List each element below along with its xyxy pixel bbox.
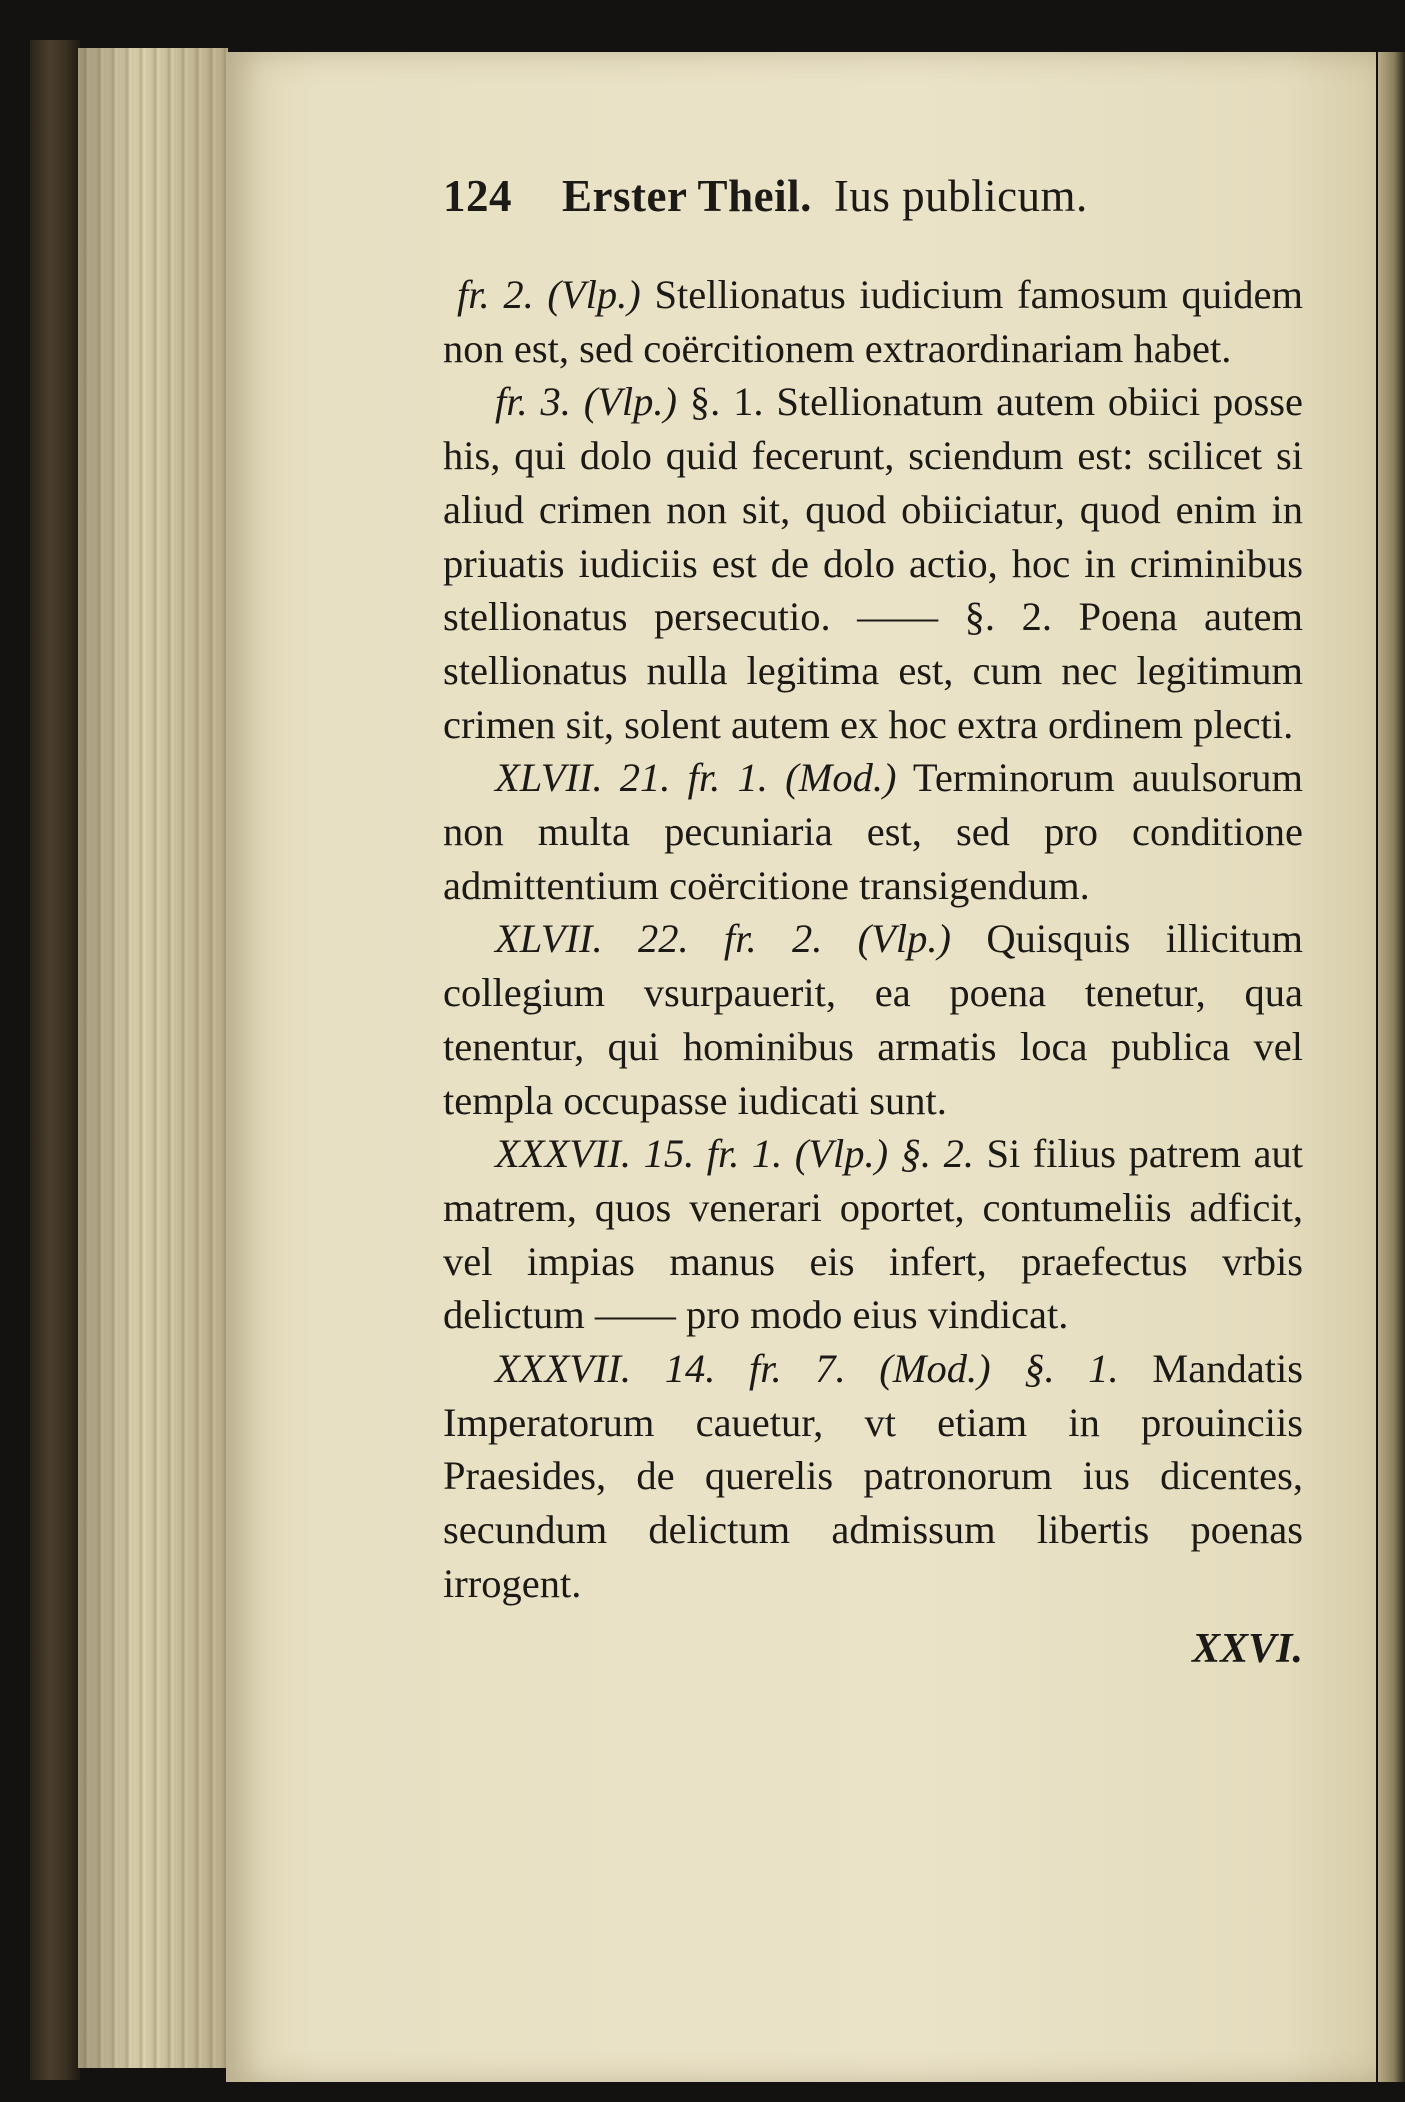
citation: XLVII. 22. fr. 2. (Vlp.) [495, 916, 952, 962]
paragraph-text: Terminorum auulsorum non multa pecuniaria est, sed pro conditione admittentium coërcitione transigendum. [443, 755, 1303, 908]
paragraph [443, 912, 1303, 1127]
paragraph [443, 1342, 1303, 1611]
header-part: Erster Theil. [562, 171, 812, 221]
citation: fr. 3. (Vlp.) [495, 379, 678, 425]
paragraph-text: Si filius patrem aut matrem, quos venerari oportet, contumeliis adficit, vel impias manus eis infert, praefectus vrbis delictum —— pro modo eius vindicat. [443, 1131, 1304, 1338]
citation: XXXVII. 15. fr. 1. (Vlp.) §. 2. [495, 1131, 974, 1177]
paragraph [443, 751, 1303, 912]
paragraph-text: Stellionatus iudicium famosum quidem non est, sed coërcitionem extraordinariam habet. [443, 272, 1303, 371]
paragraph-text: §. 1. Stellionatum autem obiici posse his, qui dolo quid fecerunt, sciendum est: scilicet si aliud crimen non sit, quod obiiciatur, quod enim in priuatis iudiciis est de dolo actio, hoc in criminibus stellionatus persecutio. —— §. 2. Poena autem stellionatus nulla legitima est, cum nec legitimum crimen sit, solent autem ex hoc extra ordinem plecti. [443, 379, 1303, 747]
catchword: XXVI. [1192, 1625, 1303, 1672]
citation: XLVII. 21. fr. 1. (Mod.) [495, 755, 897, 801]
page-curl [1378, 52, 1405, 2082]
paragraph [443, 375, 1303, 751]
paragraph [443, 1127, 1303, 1342]
header-title: Ius publicum. [833, 171, 1088, 221]
book-cover [30, 40, 80, 2080]
running-header [443, 170, 1303, 240]
paragraph [443, 268, 1303, 375]
paragraph-text: Mandatis Imperatorum cauetur, vt etiam in prouinciis Praesides, de querelis patronorum ius dicentes, secundum delictum admissum libertis poenas irrogent. [443, 1346, 1303, 1606]
page-content [443, 170, 1303, 1673]
page-edges [78, 48, 228, 2068]
paragraph-text: Quisquis illicitum collegium vsurpauerit, ea poena tenetur, qua tenentur, qui hominibus armatis loca publica vel templa occupasse iudicati sunt. [443, 916, 1303, 1123]
page-number: 124 [443, 171, 512, 221]
citation: XXXVII. 14. fr. 7. (Mod.) §. 1. [495, 1346, 1119, 1392]
citation: fr. 2. (Vlp.) [457, 272, 641, 317]
